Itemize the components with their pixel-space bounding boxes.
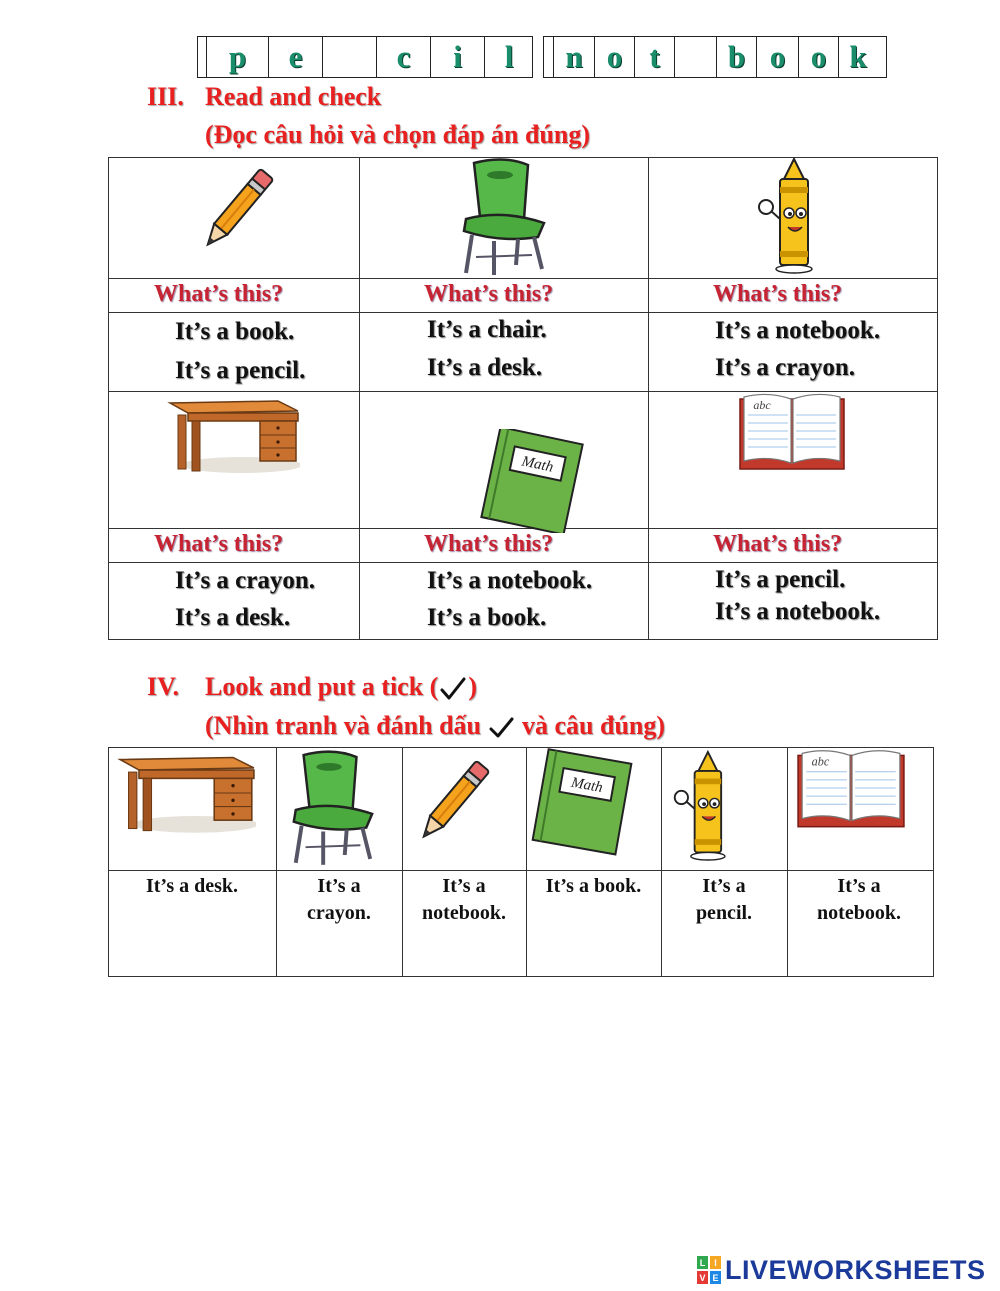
notebook-label: Math — [520, 453, 555, 476]
answer-option[interactable]: It’s a pencil. — [715, 566, 846, 593]
caption-option[interactable]: It’s a crayon. — [307, 875, 371, 924]
section-4-title-text: Look and put a tick ( — [205, 672, 439, 701]
letter-cell: t — [635, 36, 675, 78]
section-3-number: III. — [147, 82, 184, 111]
chair-icon — [454, 157, 552, 277]
read-and-check-table — [108, 157, 938, 640]
letter-strip — [197, 36, 887, 80]
checkmark-icon — [438, 676, 468, 702]
answer-option[interactable]: It’s a book. — [427, 604, 547, 631]
letter-cell: o — [595, 36, 635, 78]
question-text: What’s this? — [713, 531, 843, 557]
math-notebook-icon — [528, 747, 638, 857]
answer-option[interactable]: It’s a notebook. — [715, 317, 881, 344]
section-4-subtitle-end: và câu đúng) — [522, 711, 666, 740]
caption-option[interactable]: It’s a notebook. — [817, 875, 901, 924]
question-text: What’s this? — [713, 281, 843, 307]
caption-option[interactable]: It’s a pencil. — [695, 875, 753, 924]
section-4-title — [147, 672, 477, 702]
letter-cell: p — [206, 36, 269, 78]
answer-option[interactable]: It’s a crayon. — [175, 567, 316, 594]
letter-cell: n — [553, 36, 595, 78]
letter-cell-blank[interactable] — [323, 36, 377, 78]
desk-icon — [166, 395, 300, 475]
answer-option[interactable]: It’s a book. — [175, 318, 295, 345]
open-book-icon — [794, 747, 908, 829]
section-3-title — [147, 82, 381, 112]
open-book-icon — [736, 391, 848, 471]
pencil-icon — [192, 159, 282, 259]
section-3-subtitle: (Đọc câu hỏi và chọn đáp án đúng) — [205, 120, 591, 149]
chair-icon — [284, 749, 380, 867]
look-and-tick-table — [108, 747, 934, 977]
answer-option[interactable]: It’s a crayon. — [715, 354, 856, 381]
pencil-icon — [408, 751, 498, 851]
book-label: abc — [753, 398, 771, 412]
checkmark-icon — [488, 716, 516, 740]
section-4-title-close: ) — [468, 672, 478, 701]
question-text: What’s this? — [154, 531, 284, 557]
letter-cell: b — [717, 36, 757, 78]
letter-cell: k — [849, 39, 867, 74]
section-4-number: IV. — [147, 672, 180, 701]
letter-cell: i — [431, 36, 485, 78]
answer-option[interactable]: It’s a desk. — [427, 354, 543, 381]
math-notebook-icon — [478, 429, 588, 533]
liveworksheets-logo — [697, 1254, 997, 1286]
svg-text:L: L — [699, 1258, 706, 1268]
caption-option[interactable]: It’s a desk. — [145, 875, 239, 897]
notebook-label: Math — [569, 774, 604, 797]
book-label: abc — [811, 754, 830, 769]
answer-option[interactable]: It’s a notebook. — [427, 567, 593, 594]
section-3-title-text: Read and check — [205, 82, 382, 111]
question-text: What’s this? — [154, 281, 284, 307]
svg-text:E: E — [712, 1273, 719, 1283]
answer-option[interactable]: It’s a notebook. — [715, 598, 881, 625]
letter-cell: e — [269, 36, 323, 78]
letter-cell: l — [504, 39, 514, 74]
brand-name: LIVEWORKSHEETS — [725, 1254, 986, 1285]
letter-cell: c — [377, 36, 431, 78]
question-text: What’s this? — [424, 281, 554, 307]
letter-cell: o — [799, 36, 839, 78]
answer-option[interactable]: It’s a desk. — [175, 604, 291, 631]
liveworksheets-logo-icon — [697, 1256, 721, 1284]
letter-cell: o — [757, 36, 799, 78]
crayon-icon — [670, 749, 742, 863]
section-4-subtitle-start: (Nhìn tranh và đánh dấu — [205, 711, 481, 740]
section-4-subtitle — [205, 711, 665, 741]
caption-option[interactable]: It’s a notebook. — [422, 875, 506, 924]
svg-text:V: V — [699, 1273, 706, 1283]
desk-icon — [116, 751, 256, 835]
letter-cell-blank[interactable] — [675, 36, 717, 78]
answer-option[interactable]: It’s a chair. — [427, 316, 547, 343]
svg-text:I: I — [714, 1258, 717, 1268]
answer-option[interactable]: It’s a pencil. — [175, 357, 306, 384]
question-text: What’s this? — [424, 531, 554, 557]
caption-option[interactable]: It’s a book. — [545, 875, 642, 897]
crayon-icon — [754, 157, 830, 275]
